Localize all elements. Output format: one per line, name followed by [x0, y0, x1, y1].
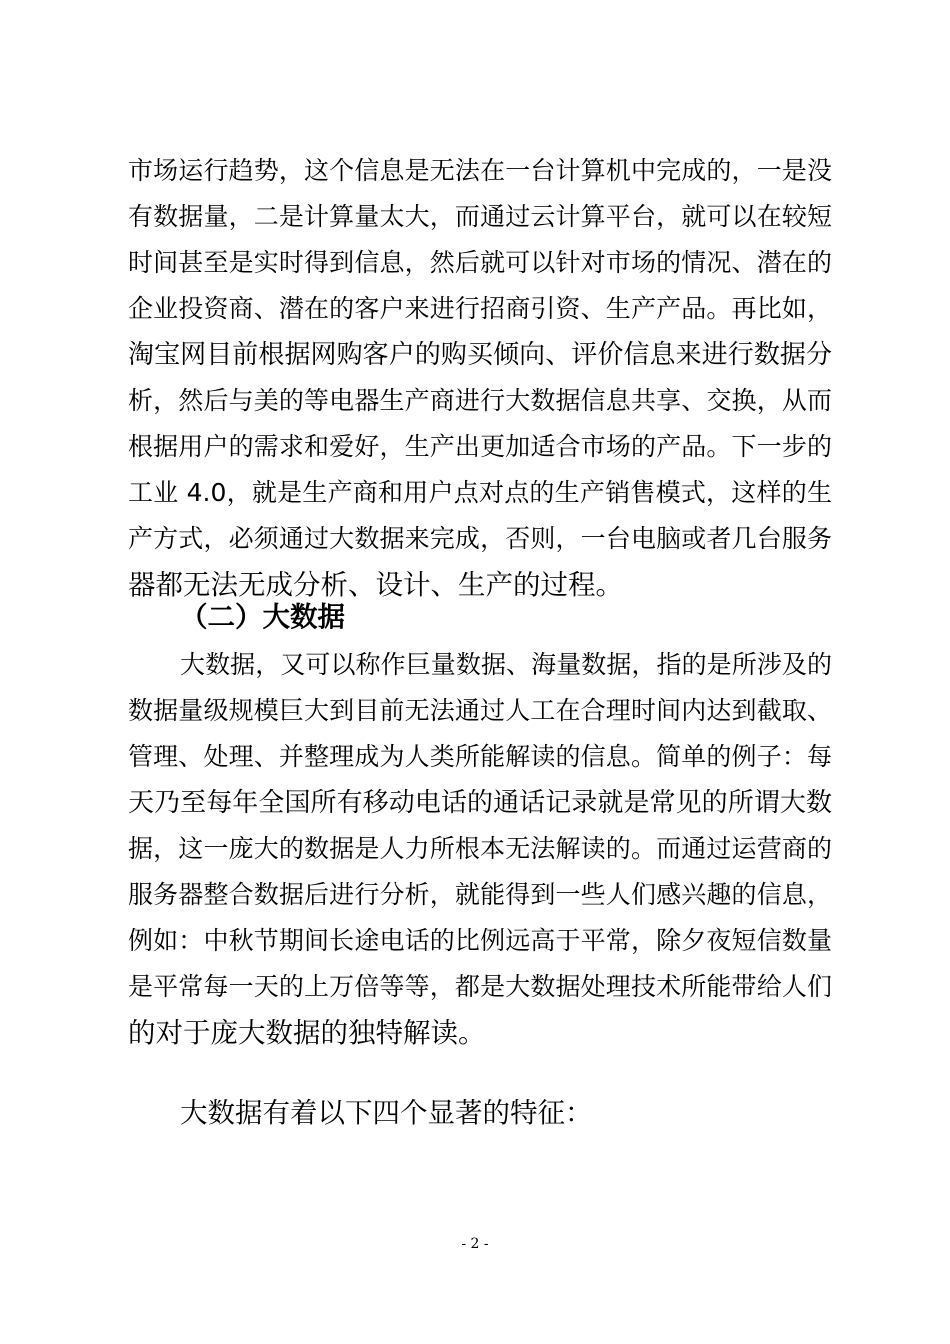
paragraph-line: 企业投资商、潜在的客户来进行招商引资、生产产品。再比如， [128, 294, 832, 323]
paragraph-line: 有数据量，二是计算量太大，而通过云计算平台，就可以在较短 [128, 202, 832, 231]
paragraph-line: 析，然后与美的等电器生产商进行大数据信息共享、交换，从而 [128, 386, 832, 415]
body-paragraph-3: 大数据有着以下四个显著的特征： [180, 1097, 593, 1129]
paragraph-line: 器都无法无成分析、设计、生产的过程。 [128, 569, 623, 601]
paragraph-line: 是平常每一天的上万倍等等，都是大数据处理技术所能带给人们 [128, 972, 832, 1001]
paragraph-line: 例如：中秋节期间长途电话的比例远高于平常，除夕夜短信数量 [128, 926, 832, 955]
paragraph-line: 淘宝网目前根据网购客户的购买倾向、评价信息来进行数据分 [128, 340, 832, 370]
paragraph-line: 大数据，又可以称作巨量数据、海量数据，指的是所涉及的 [180, 650, 832, 679]
paragraph-line: 的对于庞大数据的独特解读。 [128, 1017, 486, 1049]
paragraph-line: 根据用户的需求和爱好，生产出更加适合市场的产品。下一步的 [128, 432, 832, 461]
page-number: - 2 - [461, 1236, 489, 1252]
paragraph-line: 产方式，必须通过大数据来完成，否则，一台电脑或者几台服务 [128, 524, 832, 553]
body-paragraph-1 [128, 148, 832, 608]
section-heading: （二）大数据 [180, 601, 345, 633]
body-paragraph-2 [128, 642, 832, 1056]
paragraph-line: 数据量级规模巨大到目前无法通过人工在合理时间内达到截取、 [128, 696, 832, 725]
paragraph-line: 管理、处理、并整理成为人类所能解读的信息。简单的例子：每 [128, 742, 832, 771]
paragraph-line: 据，这一庞大的数据是人力所根本无法解读的。而通过运营商的 [128, 834, 832, 863]
paragraph-line: 服务器整合数据后进行分析，就能得到一些人们感兴趣的信息， [128, 880, 832, 909]
paragraph-line: 市场运行趋势，这个信息是无法在一台计算机中完成的，一是没 [128, 156, 832, 185]
paragraph-line: 时间甚至是实时得到信息，然后就可以针对市场的情况、潜在的 [128, 248, 832, 277]
paragraph-line: 天乃至每年全国所有移动电话的通话记录就是常见的所谓大数 [128, 788, 832, 818]
paragraph-line: 工业 4.0，就是生产商和用户点对点的生产销售模式，这样的生 [128, 478, 832, 507]
